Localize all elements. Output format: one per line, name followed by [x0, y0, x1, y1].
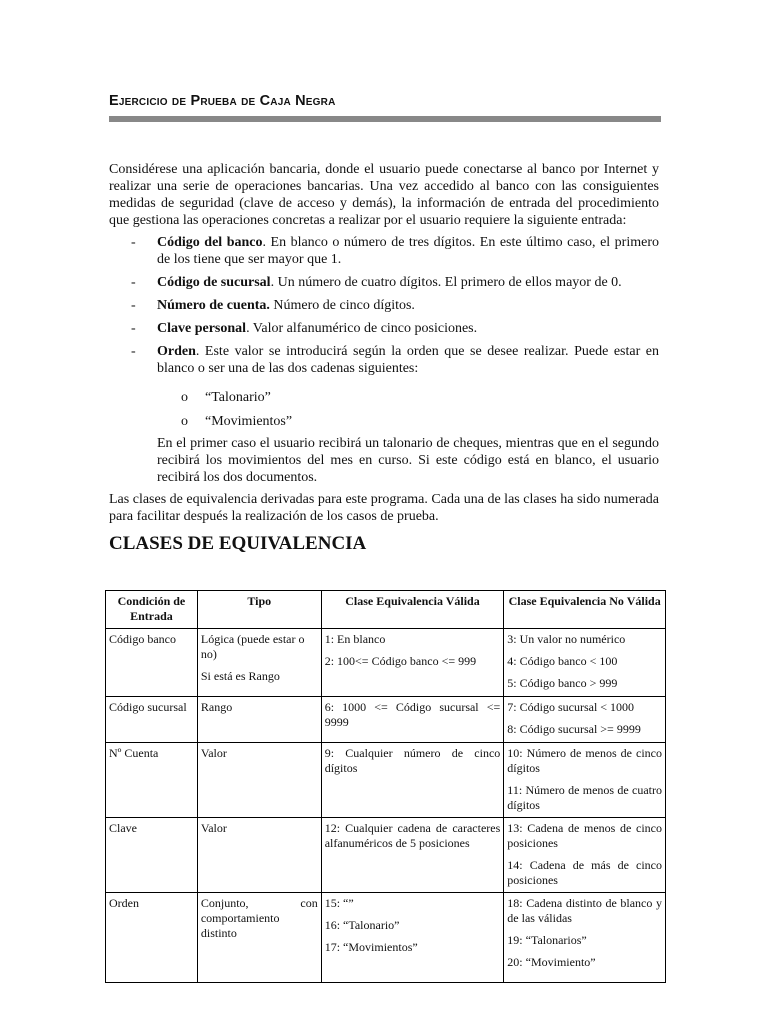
list-item — [109, 274, 659, 291]
cell-text: 9: Cualquier número de cinco dígitos — [324, 746, 501, 775]
list-item — [109, 297, 659, 314]
cell-text: 6: 1000 <= Código sucursal <= 9999 — [324, 700, 501, 729]
cell-no-valida — [504, 629, 666, 697]
cell-no-valida — [504, 893, 666, 983]
column-header: Tipo — [197, 591, 321, 629]
orden-option — [157, 413, 659, 430]
cell-text: 3: Un valor no numérico — [507, 632, 626, 646]
column-header: Condición de Entrada — [106, 591, 198, 629]
cell-tipo — [197, 818, 321, 893]
cell-tipo — [197, 893, 321, 983]
cell-text: 15: “” — [324, 896, 354, 910]
title-underline — [109, 116, 661, 122]
cell-condicion: Clave — [106, 818, 198, 893]
table-row — [106, 818, 666, 893]
intro-paragraph: Considérese una aplicación bancaria, donde el usuario puede conectarse al banco por Internet y realizar una serie de operaciones bancarias. Una vez accedido al banco con las consiguientes medidas de seguridad (clave de acceso y demás), la información de entrada del procedimiento que gestiona las operaciones concretas a realizar por el usuario requiere la siguiente entrada: — [109, 162, 659, 228]
document-title: Ejercicio de Prueba de Caja Negra — [109, 93, 336, 109]
dash-marker: - — [131, 298, 136, 313]
cell-valida — [321, 818, 504, 893]
list-item — [109, 234, 659, 268]
cell-condicion: Orden — [106, 893, 198, 983]
item-desc: . Este valor se introducirá según la orden que se desee realizar. Puede estar en blanco o ser una de las dos cadenas siguientes: — [157, 344, 659, 376]
cell-text: 12: Cualquier cadena de caracteres alfanuméricos de 5 posiciones — [324, 821, 501, 850]
section-title: CLASES DE EQUIVALENCIA — [109, 533, 367, 554]
cell-text: 13: Cadena de menos de cinco posiciones — [507, 821, 662, 850]
table-row — [106, 697, 666, 743]
orden-option-text: “Talonario” — [205, 390, 271, 405]
cell-text: 1: En blanco — [324, 632, 386, 646]
table-row — [106, 893, 666, 983]
item-term: Número de cuenta. — [157, 298, 270, 313]
cell-valida — [321, 629, 504, 697]
cell-text: Si está es Rango — [200, 669, 280, 683]
orden-option — [157, 389, 659, 406]
column-header: Clase Equivalencia No Válida — [504, 591, 666, 629]
cell-text: Lógica (puede estar o no) — [200, 632, 305, 661]
item-desc: . Un número de cuatro dígitos. El primero de ellos mayor de 0. — [270, 275, 622, 290]
cell-tipo — [197, 743, 321, 818]
cell-no-valida — [504, 818, 666, 893]
table-header-row — [106, 591, 666, 629]
item-desc: . Valor alfanumérico de cinco posiciones. — [246, 321, 478, 336]
dash-marker: - — [131, 321, 136, 336]
item-term: Orden — [157, 344, 196, 359]
cell-text: Rango — [200, 700, 233, 714]
item-term: Código del banco — [157, 235, 263, 250]
item-desc: . En blanco o número de tres dígitos. En este último caso, el primero de los tiene que ser mayor que 1. — [157, 235, 660, 267]
equivalence-table — [105, 590, 666, 983]
cell-text: 18: Cadena distinto de blanco y de las válidas — [507, 896, 662, 925]
dash-marker: - — [131, 275, 136, 290]
item-term: Código de sucursal — [157, 275, 271, 290]
orden-option-text: “Movimientos” — [205, 414, 293, 429]
circle-bullet: o — [181, 390, 188, 405]
cell-valida — [321, 697, 504, 743]
table-row — [106, 743, 666, 818]
dash-marker: - — [131, 235, 136, 250]
column-header: Clase Equivalencia Válida — [321, 591, 504, 629]
cell-text: 7: Código sucursal < 1000 — [507, 700, 635, 714]
cell-text: Conjunto, con comportamiento distinto — [200, 896, 318, 940]
cell-valida — [321, 743, 504, 818]
input-list — [109, 234, 659, 436]
cell-text: Valor — [200, 746, 227, 760]
cell-text: 16: “Talonario” — [324, 918, 400, 932]
item-term: Clave personal — [157, 321, 247, 336]
cell-text: 17: “Movimientos” — [324, 940, 418, 954]
list-item — [109, 320, 659, 337]
cell-tipo — [197, 697, 321, 743]
cell-text: 4: Código banco < 100 — [507, 654, 618, 668]
cell-text: Valor — [200, 821, 227, 835]
cell-text: 14: Cadena de más de cinco posiciones — [507, 858, 662, 887]
table-row — [106, 629, 666, 697]
cell-text: 2: 100<= Código banco <= 999 — [324, 654, 477, 668]
cell-text: 8: Código sucursal >= 9999 — [507, 722, 641, 736]
cell-condicion: Código banco — [106, 629, 198, 697]
orden-note: En el primer caso el usuario recibirá un talonario de cheques, mientras que en el segundo recibirá los movimientos del mes en curso. Si este código está en blanco, el usuario recibirá los dos documentos. — [157, 436, 659, 485]
cell-text: 10: Número de menos de cinco dígitos — [507, 746, 662, 775]
cell-tipo — [197, 629, 321, 697]
cell-valida — [321, 893, 504, 983]
item-desc: Número de cinco dígitos. — [269, 298, 415, 313]
cell-no-valida — [504, 697, 666, 743]
cell-text: 11: Número de menos de cuatro dígitos — [507, 783, 662, 812]
orden-options — [157, 389, 659, 430]
cell-text: 20: “Movimiento” — [507, 955, 596, 969]
list-item — [109, 343, 659, 430]
cell-text: 5: Código banco > 999 — [507, 676, 618, 690]
dash-marker: - — [131, 344, 136, 359]
cell-text: 19: “Talonarios” — [507, 933, 587, 947]
circle-bullet: o — [181, 414, 188, 429]
cell-condicion: Nº Cuenta — [106, 743, 198, 818]
cell-no-valida — [504, 743, 666, 818]
closing-paragraph: Las clases de equivalencia derivadas para este programa. Cada una de las clases ha sido numerada para facilitar después la realización de los casos de prueba. — [109, 492, 659, 524]
cell-condicion: Código sucursal — [106, 697, 198, 743]
